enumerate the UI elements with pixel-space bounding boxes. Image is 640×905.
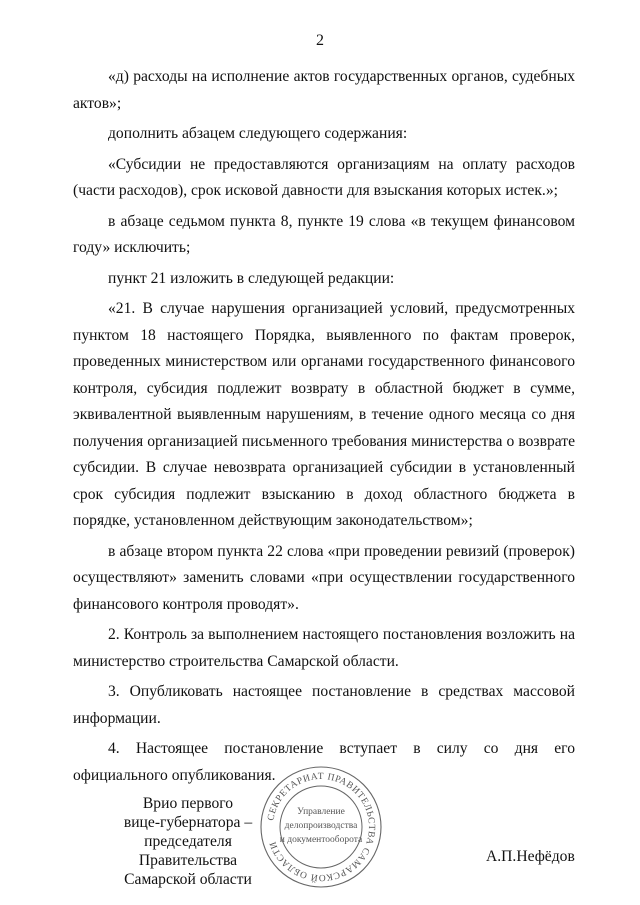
signatory-name: А.П.Нефёдов xyxy=(486,848,575,865)
official-stamp xyxy=(258,764,384,890)
stamp-inner-line: и документооборота xyxy=(279,835,363,845)
paragraph: 3. Опубликовать настоящее постановление в средствах массовой информации. xyxy=(73,683,575,727)
stamp-ring-text: СЕКРЕТАРИАТ ПРАВИТЕЛЬСТВА САМАРСКОЙ ОБЛАСТИ xyxy=(266,771,377,883)
paragraph: 2. Контроль за выполнением настоящего постановления возложить на министерство строительства Самарской области. xyxy=(73,626,575,670)
paragraph: «д) расходы на исполнение актов государственных органов, судебных актов»; xyxy=(73,68,575,112)
paragraph: 4. Настоящее постановление вступает в силу со дня его официального опубликования. xyxy=(73,740,575,784)
paragraph: в абзаце седьмом пункта 8, пункте 19 слова «в текущем финансовом году» исключить; xyxy=(73,212,575,256)
stamp-inner-line: Управление xyxy=(297,807,345,817)
paragraph: в абзаце втором пункта 22 слова «при проведении ревизий (проверок) осуществляют» заменить словами «при осуществлении государственного финансового контроля проводят». xyxy=(73,542,575,613)
paragraph: «Субсидии не предоставляются организациям на оплату расходов (части расходов), срок исковой давности для взыскания которых истек.»; xyxy=(73,155,575,199)
paragraph: дополнить абзацем следующего содержания: xyxy=(108,125,408,142)
signatory-title-line: Самарской области xyxy=(124,871,252,888)
page-number: 2 xyxy=(316,32,324,49)
stamp-inner-line: делопроизводства xyxy=(284,821,358,831)
signatory-title-line: Врио первого xyxy=(142,795,234,812)
paragraph: «21. В случае нарушения организацией условий, предусмотренных пунктом 18 настоящего Порядка, выявленного по фактам проверок, проведенных министерством или органами государственного финансового контроля, субсидия подлежит возврату в областной бюджет в сумме, эквивалентной выявленным нарушениям, в течение одного месяца со дня получения организацией письменного требования министерства о возврате субсидии. В случае невозврата организацией субсидии в установленный срок субсидия подлежит взысканию в доход областного бюджета в порядке, установленном действующим законодательством»; xyxy=(73,300,575,529)
signature-block xyxy=(0,771,640,890)
signatory-title xyxy=(108,794,268,889)
signatory-title-line: председателя Правительства xyxy=(138,833,238,869)
signatory-title-line: вице-губернатора – xyxy=(123,814,253,831)
document-body xyxy=(73,64,575,793)
paragraph: пункт 21 изложить в следующей редакции: xyxy=(108,269,395,287)
